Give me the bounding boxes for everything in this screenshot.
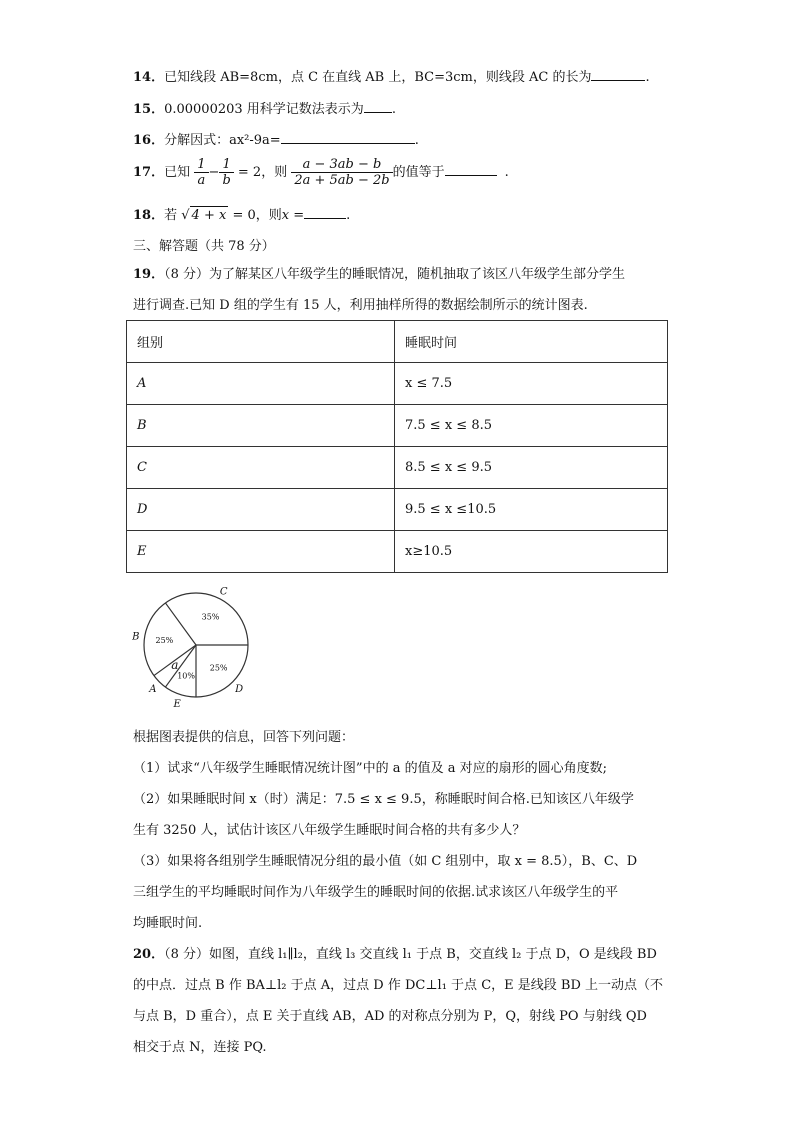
fraction-1-over-a: $\frac{1}{a}$ bbox=[194, 157, 208, 188]
section-heading: 三、解答题（共 78 分） bbox=[133, 239, 275, 254]
header-cell: 睡眠时间 bbox=[395, 321, 668, 363]
time-cell: x ≤ 7.5 bbox=[395, 363, 668, 405]
table-row bbox=[127, 531, 668, 573]
question-19-part-3-line-1: （3）如果将各组别学生睡眠情况分组的最小值（如 C 组别中，取 x = 8.5），B、C、D bbox=[133, 854, 638, 869]
table-header-row bbox=[127, 321, 668, 363]
question-text: 已知线段 AB=8cm，点 C 在直线 AB 上，BC=3cm，则线段 AC 的长为 bbox=[164, 70, 592, 85]
question-number: 20． bbox=[133, 947, 165, 962]
table-row bbox=[127, 447, 668, 489]
group-cell: D bbox=[127, 489, 395, 531]
answer-blank bbox=[281, 131, 415, 144]
sleep-pie-chart bbox=[126, 582, 266, 712]
pie-slice-boundary bbox=[165, 645, 196, 687]
question-20-line-4: 相交于点 N，连接 PQ. bbox=[133, 1040, 267, 1055]
question-17: 17．已知 $\frac{1}{a}$ − $\frac{1}{b}$ = 2，则 $\frac{a - 3ab - b}{2a + 5ab - 2b}$ 的值等于 . bbox=[133, 157, 509, 188]
pie-slice-category-label: B bbox=[132, 631, 140, 643]
radicand: 4 + x bbox=[191, 208, 227, 223]
question-19-part-3-line-2: 三组学生的平均睡眠时间作为八年级学生的睡眠时间的依据.试求该区八年级学生的平 bbox=[133, 885, 619, 900]
time-cell: x≥10.5 bbox=[395, 531, 668, 573]
question-14: 14．已知线段 AB=8cm，点 C 在直线 AB 上，BC=3cm，则线段 AC 的长为 . bbox=[133, 70, 650, 85]
question-20-line-2: 的中点．过点 B 作 BA⊥l₂ 于点 A，过点 D 作 DC⊥l₁ 于点 C，E 是线段 BD 上一动点（不 bbox=[133, 978, 663, 993]
group-cell: E bbox=[127, 531, 395, 573]
question-number: 15． bbox=[133, 102, 165, 117]
answer-blank bbox=[304, 206, 346, 219]
question-20-line-3: 与点 B，D 重合），点 E 关于直线 AB，AD 的对称点分别为 P，Q，射线 PO 与射线 QD bbox=[133, 1009, 647, 1024]
question-number: 18． bbox=[133, 208, 165, 223]
table-row bbox=[127, 363, 668, 405]
question-19-part-2-line-1: （2）如果睡眠时间 x（时）满足：7.5 ≤ x ≤ 9.5，称睡眠时间合格.已知该区八年级学 bbox=[133, 792, 634, 807]
table-row bbox=[127, 489, 668, 531]
pie-slice-category-label: E bbox=[173, 699, 181, 711]
pie-slice-category-label: D bbox=[235, 684, 244, 696]
pie-slice-category-label: C bbox=[219, 586, 228, 598]
question-19-part-1: （1）试求“八年级学生睡眠情况统计图”中的 a 的值及 a 对应的扇形的圆心角度数; bbox=[133, 761, 607, 776]
question-text: 分解因式：ax²-9a= bbox=[164, 133, 281, 148]
group-cell: B bbox=[127, 405, 395, 447]
answer-blank bbox=[364, 100, 392, 113]
question-19-line-2: 进行调查.已知 D 组的学生有 15 人，利用抽样所得的数据绘制所示的统计图表. bbox=[133, 298, 588, 313]
question-20-line-1: 20．（8 分）如图，直线 l₁∥l₂，直线 l₃ 交直线 l₁ 于点 B，交直线 l₂ 于点 D，O 是线段 BD bbox=[133, 947, 657, 962]
time-cell: 8.5 ≤ x ≤ 9.5 bbox=[395, 447, 668, 489]
question-19-lead: 根据图表提供的信息，回答下列问题： bbox=[133, 730, 355, 745]
question-number: 19． bbox=[133, 267, 165, 282]
table-row bbox=[127, 405, 668, 447]
answer-blank bbox=[591, 68, 645, 81]
question-15: 15．0.00000203 用科学记数法表示为 . bbox=[133, 102, 396, 117]
pie-slice-value-label: 10% bbox=[177, 671, 196, 681]
pie-slice-value-label: 25% bbox=[209, 663, 228, 673]
pie-slice-value-label: 35% bbox=[201, 612, 220, 622]
pie-slice-category-label: A bbox=[149, 684, 157, 696]
fraction-1-over-b: $\frac{1}{b}$ bbox=[219, 157, 233, 188]
time-cell: 7.5 ≤ x ≤ 8.5 bbox=[395, 405, 668, 447]
answer-blank bbox=[445, 163, 497, 176]
question-19-part-3-line-3: 均睡眠时间. bbox=[133, 916, 203, 931]
question-16: 16．分解因式：ax²-9a= . bbox=[133, 133, 419, 148]
question-text: 0.00000203 用科学记数法表示为 bbox=[164, 102, 364, 117]
header-cell: 组别 bbox=[127, 321, 395, 363]
question-number: 14． bbox=[133, 70, 165, 85]
sleep-group-table bbox=[126, 320, 668, 573]
group-cell: C bbox=[127, 447, 395, 489]
question-number: 16． bbox=[133, 133, 165, 148]
time-cell: 9.5 ≤ x ≤10.5 bbox=[395, 489, 668, 531]
sqrt-icon: √ bbox=[181, 208, 190, 223]
question-18: 18．若 √ 4 + x = 0，则x = . bbox=[133, 208, 351, 223]
fraction-expression: $\frac{a - 3ab - b}{2a + 5ab - 2b}$ bbox=[291, 157, 392, 188]
question-number: 17． bbox=[133, 165, 165, 180]
group-cell: A bbox=[127, 363, 395, 405]
question-19-part-2-line-2: 生有 3250 人，试估计该区八年级学生睡眠时间合格的共有多少人？ bbox=[133, 823, 526, 838]
pie-slice-value-label: a bbox=[171, 658, 179, 673]
pie-slice-value-label: 25% bbox=[155, 635, 174, 645]
question-19-line-1: 19．（8 分）为了解某区八年级学生的睡眠情况，随机抽取了该区八年级学生部分学生 bbox=[133, 267, 625, 282]
